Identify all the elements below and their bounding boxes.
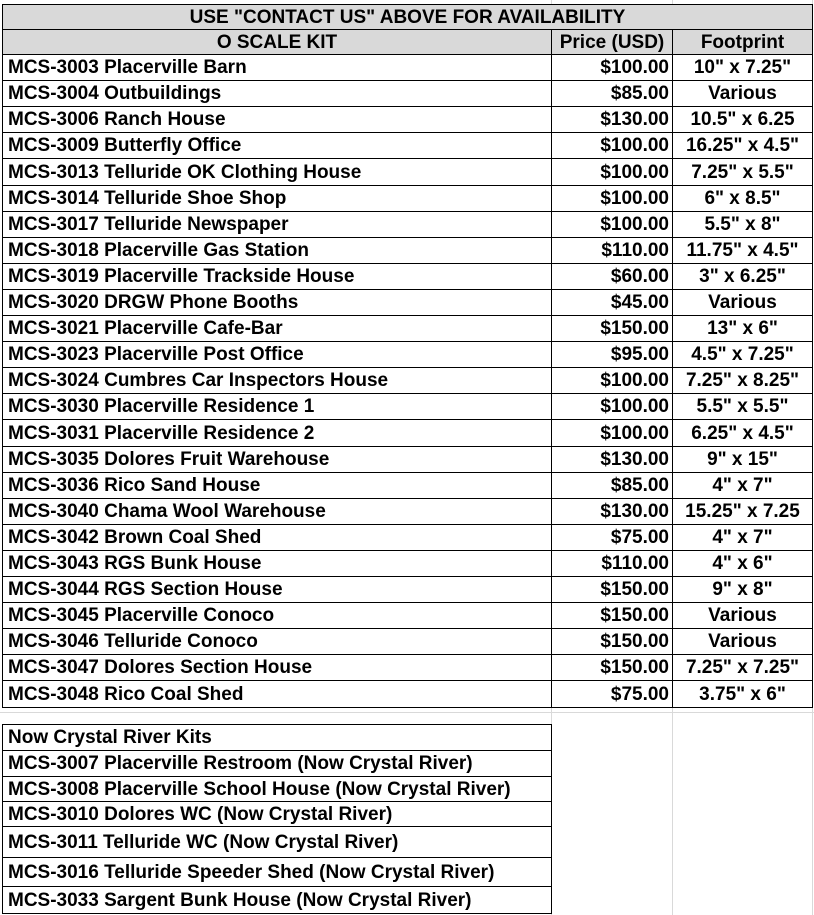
kit-name-cell: MCS-3004 Outbuildings <box>2 80 552 107</box>
kit-price-cell: $85.00 <box>551 472 673 499</box>
kit-footprint-cell: 4.5" x 7.25" <box>672 341 813 368</box>
kit-name-cell: MCS-3020 DRGW Phone Booths <box>2 289 552 316</box>
kit-footprint-cell: 11.75" x 4.5" <box>672 237 813 264</box>
kit-name-cell: MCS-3023 Placerville Post Office <box>2 341 552 368</box>
kit-footprint-cell: 16.25" x 4.5" <box>672 132 813 159</box>
kit-price-cell: $100.00 <box>551 211 673 238</box>
kit-price-cell: $150.00 <box>551 602 673 629</box>
kit-name-cell: MCS-3042 Brown Coal Shed <box>2 524 552 551</box>
kit-price-cell: $150.00 <box>551 315 673 342</box>
kit-price-cell: $100.00 <box>551 158 673 186</box>
kit-price-cell: $100.00 <box>551 132 673 159</box>
kit-name-cell: MCS-3044 RGS Section House <box>2 576 552 603</box>
kit-footprint-cell: 5.5" x 5.5" <box>672 393 813 420</box>
kit-price-cell: $100.00 <box>551 185 673 212</box>
kit-footprint-cell: 9" x 15" <box>672 446 813 473</box>
kit-footprint-cell: 4" x 6" <box>672 550 813 577</box>
kit-footprint-cell: 10" x 7.25" <box>672 54 813 81</box>
crystal-river-item: MCS-3011 Telluride WC (Now Crystal River) <box>2 826 552 858</box>
kit-footprint-cell: Various <box>672 289 813 316</box>
kit-footprint-cell: 10.5" x 6.25 <box>672 106 813 133</box>
crystal-river-item: MCS-3010 Dolores WC (Now Crystal River) <box>2 801 552 827</box>
kit-footprint-cell: 3" x 6.25" <box>672 263 813 290</box>
kit-name-cell: MCS-3045 Placerville Conoco <box>2 602 552 629</box>
kit-name-cell: MCS-3006 Ranch House <box>2 106 552 133</box>
kit-footprint-cell: Various <box>672 602 813 629</box>
crystal-river-item: MCS-3033 Sargent Bunk House (Now Crystal River) <box>2 886 552 914</box>
kit-name-cell: MCS-3019 Placerville Trackside House <box>2 263 552 290</box>
kit-name-cell: MCS-3021 Placerville Cafe-Bar <box>2 315 552 342</box>
kit-price-cell: $100.00 <box>551 54 673 81</box>
kit-name-cell: MCS-3014 Telluride Shoe Shop <box>2 185 552 212</box>
header-kit-name: O SCALE KIT <box>2 29 552 55</box>
kit-name-cell: MCS-3017 Telluride Newspaper <box>2 211 552 238</box>
kit-price-cell: $150.00 <box>551 628 673 655</box>
kit-name-cell: MCS-3013 Telluride OK Clothing House <box>2 158 552 186</box>
kit-price-cell: $130.00 <box>551 446 673 473</box>
kit-price-cell: $75.00 <box>551 680 673 708</box>
kit-name-cell: MCS-3046 Telluride Conoco <box>2 628 552 655</box>
kit-name-cell: MCS-3043 RGS Bunk House <box>2 550 552 577</box>
kit-price-cell: $45.00 <box>551 289 673 316</box>
kit-price-cell: $110.00 <box>551 550 673 577</box>
crystal-river-item: MCS-3008 Placerville School House (Now Crystal River) <box>2 776 552 802</box>
kit-name-cell: MCS-3031 Placerville Residence 2 <box>2 419 552 447</box>
kit-footprint-cell: Various <box>672 80 813 107</box>
crystal-river-item: MCS-3007 Placerville Restroom (Now Crystal River) <box>2 750 552 777</box>
kit-name-cell: MCS-3009 Butterfly Office <box>2 132 552 159</box>
kit-footprint-cell: 6.25" x 4.5" <box>672 419 813 447</box>
kit-name-cell: MCS-3036 Rico Sand House <box>2 472 552 499</box>
kit-price-cell: $85.00 <box>551 80 673 107</box>
kit-footprint-cell: 9" x 8" <box>672 576 813 603</box>
gridline <box>0 712 814 713</box>
kit-footprint-cell: 7.25" x 8.25" <box>672 367 813 394</box>
kit-price-cell: $130.00 <box>551 106 673 133</box>
kit-footprint-cell: 13" x 6" <box>672 315 813 342</box>
kit-name-cell: MCS-3047 Dolores Section House <box>2 654 552 681</box>
kit-price-cell: $130.00 <box>551 498 673 525</box>
kit-price-cell: $100.00 <box>551 393 673 420</box>
kit-name-cell: MCS-3030 Placerville Residence 1 <box>2 393 552 420</box>
kit-price-cell: $95.00 <box>551 341 673 368</box>
crystal-river-heading: Now Crystal River Kits <box>2 724 552 751</box>
kit-footprint-cell: 7.25" x 7.25" <box>672 654 813 681</box>
kit-footprint-cell: 4" x 7" <box>672 472 813 499</box>
kit-footprint-cell: 7.25" x 5.5" <box>672 158 813 186</box>
kit-footprint-cell: 4" x 7" <box>672 524 813 551</box>
kit-footprint-cell: 5.5" x 8" <box>672 211 813 238</box>
kit-name-cell: MCS-3024 Cumbres Car Inspectors House <box>2 367 552 394</box>
kit-name-cell: MCS-3040 Chama Wool Warehouse <box>2 498 552 525</box>
crystal-river-item: MCS-3016 Telluride Speeder Shed (Now Crystal River) <box>2 857 552 887</box>
kit-footprint-cell: Various <box>672 628 813 655</box>
kit-name-cell: MCS-3048 Rico Coal Shed <box>2 680 552 708</box>
kit-price-cell: $75.00 <box>551 524 673 551</box>
header-price: Price (USD) <box>551 29 673 55</box>
kit-name-cell: MCS-3018 Placerville Gas Station <box>2 237 552 264</box>
kit-price-cell: $100.00 <box>551 367 673 394</box>
kit-price-cell: $100.00 <box>551 419 673 447</box>
kit-price-cell: $150.00 <box>551 576 673 603</box>
header-footprint: Footprint <box>672 29 813 55</box>
kit-footprint-cell: 3.75" x 6" <box>672 680 813 708</box>
kit-footprint-cell: 6" x 8.5" <box>672 185 813 212</box>
kit-footprint-cell: 15.25" x 7.25 <box>672 498 813 525</box>
kit-price-cell: $60.00 <box>551 263 673 290</box>
kit-price-cell: $150.00 <box>551 654 673 681</box>
kit-price-cell: $110.00 <box>551 237 673 264</box>
kit-name-cell: MCS-3035 Dolores Fruit Warehouse <box>2 446 552 473</box>
availability-banner: USE "CONTACT US" ABOVE FOR AVAILABILITY <box>2 4 813 30</box>
kit-name-cell: MCS-3003 Placerville Barn <box>2 54 552 81</box>
